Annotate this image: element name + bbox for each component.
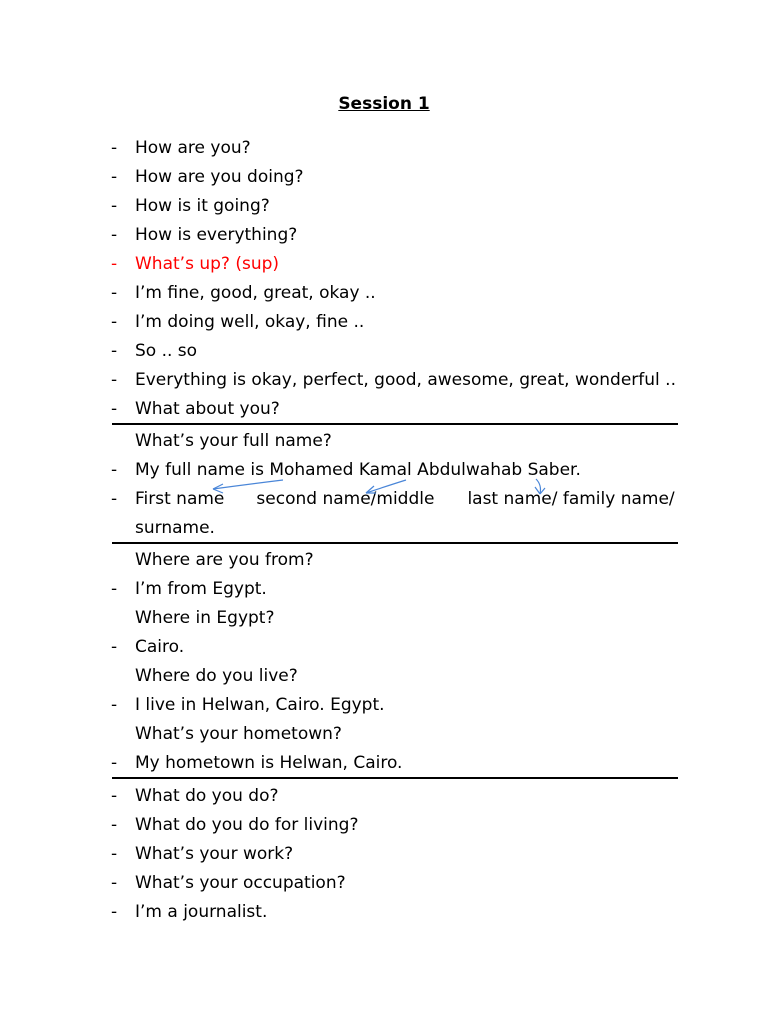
list-item: - What about you? [0,395,768,424]
bullet-dash: - [111,873,118,893]
bullet-dash: - [111,579,118,599]
section-divider [112,542,678,544]
last-name-label: last name/ family name/ [467,489,675,509]
bullet-dash: - [111,254,118,274]
bullet-dash: - [111,815,118,835]
bullet-dash: - [111,138,118,158]
list-item: - What’s your work? [0,840,768,869]
bullet-dash: - [111,637,118,657]
bullet-dash: - [111,399,118,419]
list-item: - I’m fine, good, great, okay .. [0,279,768,308]
bullet-dash: - [111,460,118,480]
list-item: - I’m doing well, okay, fine .. [0,308,768,337]
bullet-dash: - [111,312,118,332]
bullet-dash: - [111,902,118,922]
list-item: - I’m from Egypt. [0,575,768,604]
list-item: - My full name is Mohamed Kamal Abdulwahab Saber. [0,456,768,485]
bullet-dash: - [111,370,118,390]
question-line: Where in Egypt? [135,608,275,628]
section-divider [112,777,678,779]
list-item: - How are you? [0,134,768,163]
list-item-highlighted: - What’s up? (sup) [0,250,768,279]
list-item: - What’s your occupation? [0,869,768,898]
bullet-dash: - [111,695,118,715]
list-item: - I live in Helwan, Cairo. Egypt. [0,691,768,720]
bullet-dash: - [111,341,118,361]
page-title: Session 1 [338,94,430,114]
list-item: - My hometown is Helwan, Cairo. [0,749,768,778]
list-item: - Everything is okay, perfect, good, awesome, great, wonderful .. [0,366,768,395]
middle-name-label: second name/middle [256,489,435,509]
list-item: - How are you doing? [0,163,768,192]
first-name-label: First name [135,489,225,509]
bullet-dash: - [111,283,118,303]
bullet-dash: - [111,753,118,773]
bullet-dash: - [111,167,118,187]
list-item [0,485,768,514]
list-item: - How is everything? [0,221,768,250]
list-item: - I’m a journalist. [0,898,768,927]
bullet-dash: - [111,225,118,245]
list-item: - How is it going? [0,192,768,221]
bullet-dash: - [111,844,118,864]
bullet-dash: - [111,196,118,216]
list-item: - What do you do for living? [0,811,768,840]
bullet-dash: - [111,786,118,806]
question-line: Where do you live? [135,666,298,686]
question-line: Where are you from? [135,550,314,570]
section-divider [112,423,678,425]
list-item: - What do you do? [0,782,768,811]
question-line: What’s your full name? [135,431,332,451]
list-item: - Cairo. [0,633,768,662]
continuation-line: surname. [135,518,215,538]
list-item: - So .. so [0,337,768,366]
bullet-dash: - [111,489,118,509]
question-line: What’s your hometown? [135,724,342,744]
